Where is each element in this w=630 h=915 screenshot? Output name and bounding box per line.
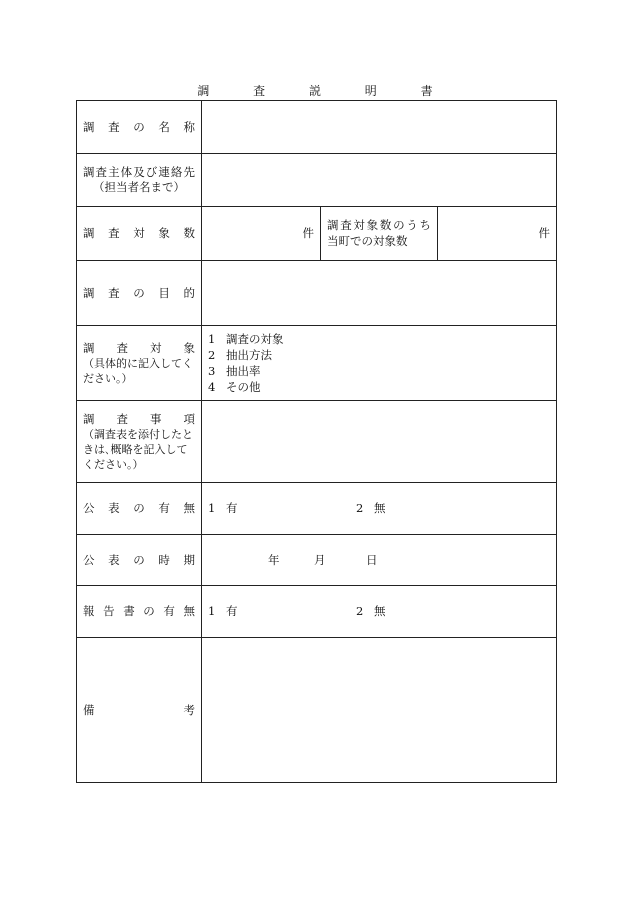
label-text: 報告書の有無 [83, 604, 195, 618]
field-local-count[interactable] [438, 207, 557, 261]
row-purpose [77, 261, 557, 326]
label-note: （具体的に記入してください。） [83, 356, 193, 385]
field-publication-time[interactable] [202, 535, 557, 586]
label-text: 公表の時期 [83, 552, 195, 567]
label-subtext: （担当者名まで） [93, 180, 185, 194]
field-contact[interactable] [202, 154, 557, 207]
label-text: 調査事項 [83, 411, 195, 426]
label-text: 調査の名称 [83, 119, 195, 134]
label-text-line2: 当町での対象数 [327, 234, 408, 248]
unit-ken: 件 [302, 226, 314, 240]
field-purpose[interactable] [202, 261, 557, 326]
label-target [77, 326, 202, 401]
month-label: 月 [314, 552, 326, 567]
row-matters [77, 401, 557, 483]
label-contact [77, 154, 202, 207]
label-text: 調査対象 [83, 340, 195, 355]
label-text: 調査の目的 [83, 285, 195, 300]
option-no[interactable]: 2 無 [356, 501, 386, 515]
row-contact [77, 154, 557, 207]
field-target-count[interactable] [202, 207, 321, 261]
label-purpose [77, 261, 202, 326]
label-text: 公表の有無 [83, 501, 195, 515]
label-survey-name [77, 101, 202, 154]
label-note: （調査表を添付したときは､概略を記入してください。） [83, 427, 193, 471]
unit-ken: 件 [538, 226, 551, 240]
survey-form-table [76, 100, 557, 783]
day-label: 日 [366, 552, 378, 567]
row-publication-time [77, 535, 557, 586]
list-item: 1 調査の対象 [208, 332, 284, 346]
label-text: 備考 [83, 702, 195, 717]
label-remarks [77, 638, 202, 783]
year-label: 年 [268, 552, 280, 567]
label-text: 調査対象数のうち [327, 218, 431, 232]
label-matters [77, 401, 202, 483]
row-survey-name [77, 101, 557, 154]
label-publication [77, 483, 202, 535]
row-target-count [77, 207, 557, 261]
label-text: 調査対象数 [83, 226, 195, 240]
document-title: 調 査 説 明 書 [197, 84, 453, 98]
field-remarks[interactable] [202, 638, 557, 783]
label-report [77, 586, 202, 638]
field-publication[interactable] [202, 483, 557, 535]
option-yes[interactable]: 1 有 [208, 604, 238, 618]
option-no[interactable]: 2 無 [356, 604, 386, 618]
field-matters[interactable] [202, 401, 557, 483]
field-report[interactable] [202, 586, 557, 638]
label-local-count [321, 207, 438, 261]
list-item: 4 その他 [208, 380, 261, 394]
row-publication [77, 483, 557, 535]
row-target [77, 326, 557, 401]
field-survey-name[interactable] [202, 101, 557, 154]
field-target[interactable] [202, 326, 557, 401]
date-line [208, 553, 550, 568]
option-yes[interactable]: 1 有 [208, 501, 238, 515]
row-remarks [77, 638, 557, 783]
list-item: 3 抽出率 [208, 364, 261, 378]
label-publication-time [77, 535, 202, 586]
list-item: 2 抽出方法 [208, 348, 272, 362]
label-text: 調査主体及び連絡先 [83, 165, 195, 179]
label-target-count [77, 207, 202, 261]
row-report [77, 586, 557, 638]
